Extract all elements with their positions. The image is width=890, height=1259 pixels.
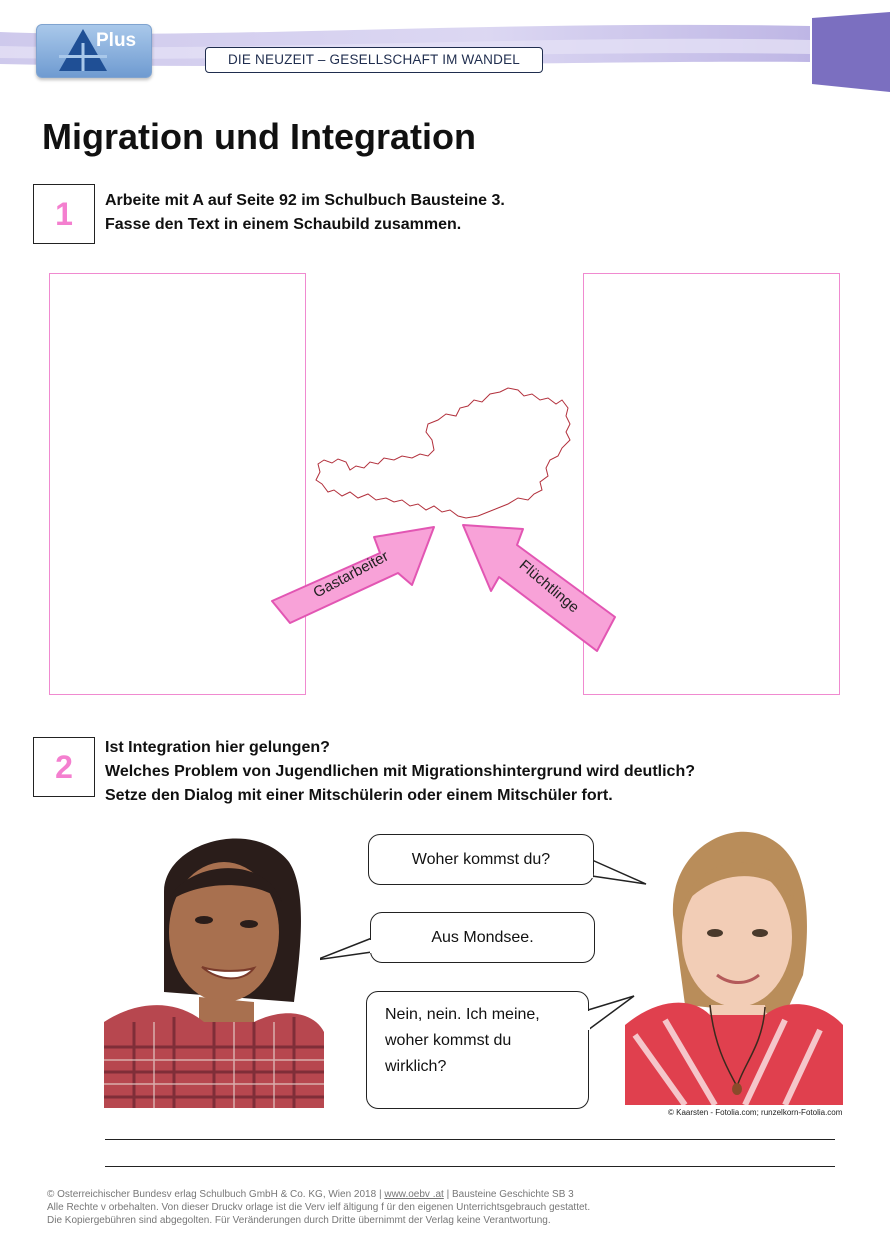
footer-copyright: © Osterreichischer Bundesv erlag Schulbuch GmbH & Co. KG, Wien 2018 | — [47, 1189, 385, 1200]
arrow-right-label: Flüchtlinge — [515, 556, 583, 617]
answer-line-2[interactable] — [105, 1166, 835, 1167]
task2-line2: Welches Problem von Jugendlichen mit Migrationshintergrund wird deutlich? — [105, 763, 695, 780]
photo-credit: © Kaarsten - Fotolia.com; runzelkorn-Fotolia.com — [668, 1108, 843, 1117]
footer — [47, 1188, 590, 1227]
task2-line3: Setze den Dialog mit einer Mitschülerin oder einem Mitschüler fort. — [105, 787, 613, 804]
answer-line-1[interactable] — [105, 1139, 835, 1140]
speech-bubble-3-line2: woher kommst du — [385, 1032, 512, 1049]
task2-line1: Ist Integration hier gelungen? — [105, 739, 330, 756]
page-title: Migration und Integration — [42, 116, 476, 157]
bubble3-tail — [588, 996, 634, 1030]
logo-text: Plus — [96, 30, 137, 51]
speech-bubble-2-text: Aus Mondsee. — [431, 929, 534, 946]
speech-bubble-3-line1: Nein, nein. Ich meine, — [385, 1006, 540, 1023]
footer-book: | Bausteine Geschichte SB 3 — [443, 1189, 574, 1200]
speech-bubble-3-line3: wirklich? — [385, 1058, 447, 1075]
speech-bubble-2 — [370, 912, 595, 963]
footer-link[interactable]: www.oebv .at — [384, 1189, 444, 1200]
speech-bubble-1 — [368, 834, 594, 885]
task1-line2: Fasse den Text in einem Schaubild zusammen. — [105, 216, 462, 233]
task2-instructions — [105, 736, 695, 808]
austria-outline — [316, 388, 570, 518]
footer-line3: Die Kopiergebühren sind abgegolten. Für Veränderungen durch Dritte übernimmt der Verlag keine Verantwortung. — [47, 1215, 551, 1226]
series-title: DIE NEUZEIT – GESELLSCHAFT IM WANDEL — [205, 47, 543, 73]
footer-line2: Alle Rechte v orbehalten. Von dieser Druckv orlage ist die Verv ielf ältigung f ür den eigenen Unterrichtsgebrauch gestattet. — [47, 1202, 591, 1213]
bubble2-tail — [320, 938, 372, 960]
photo-girl-right — [625, 825, 843, 1105]
photo-girl-left — [104, 822, 324, 1108]
task-number-1: 1 — [33, 184, 95, 244]
task1-line1: Arbeite mit A auf Seite 92 im Schulbuch Bausteine 3. — [105, 192, 505, 209]
tail-join-3 — [586, 1011, 590, 1030]
speech-bubble-1-text: Woher kommst du? — [411, 851, 551, 868]
task-number-2: 2 — [33, 737, 95, 797]
tail-join-1 — [589, 864, 593, 878]
bubble1-tail — [592, 860, 646, 884]
task1-instructions — [105, 189, 505, 237]
speech-bubble-3 — [366, 991, 589, 1109]
tail-join-2 — [370, 940, 374, 953]
footer-line1 — [47, 1188, 590, 1201]
arrow-left-label: Gastarbeiter — [310, 547, 392, 602]
